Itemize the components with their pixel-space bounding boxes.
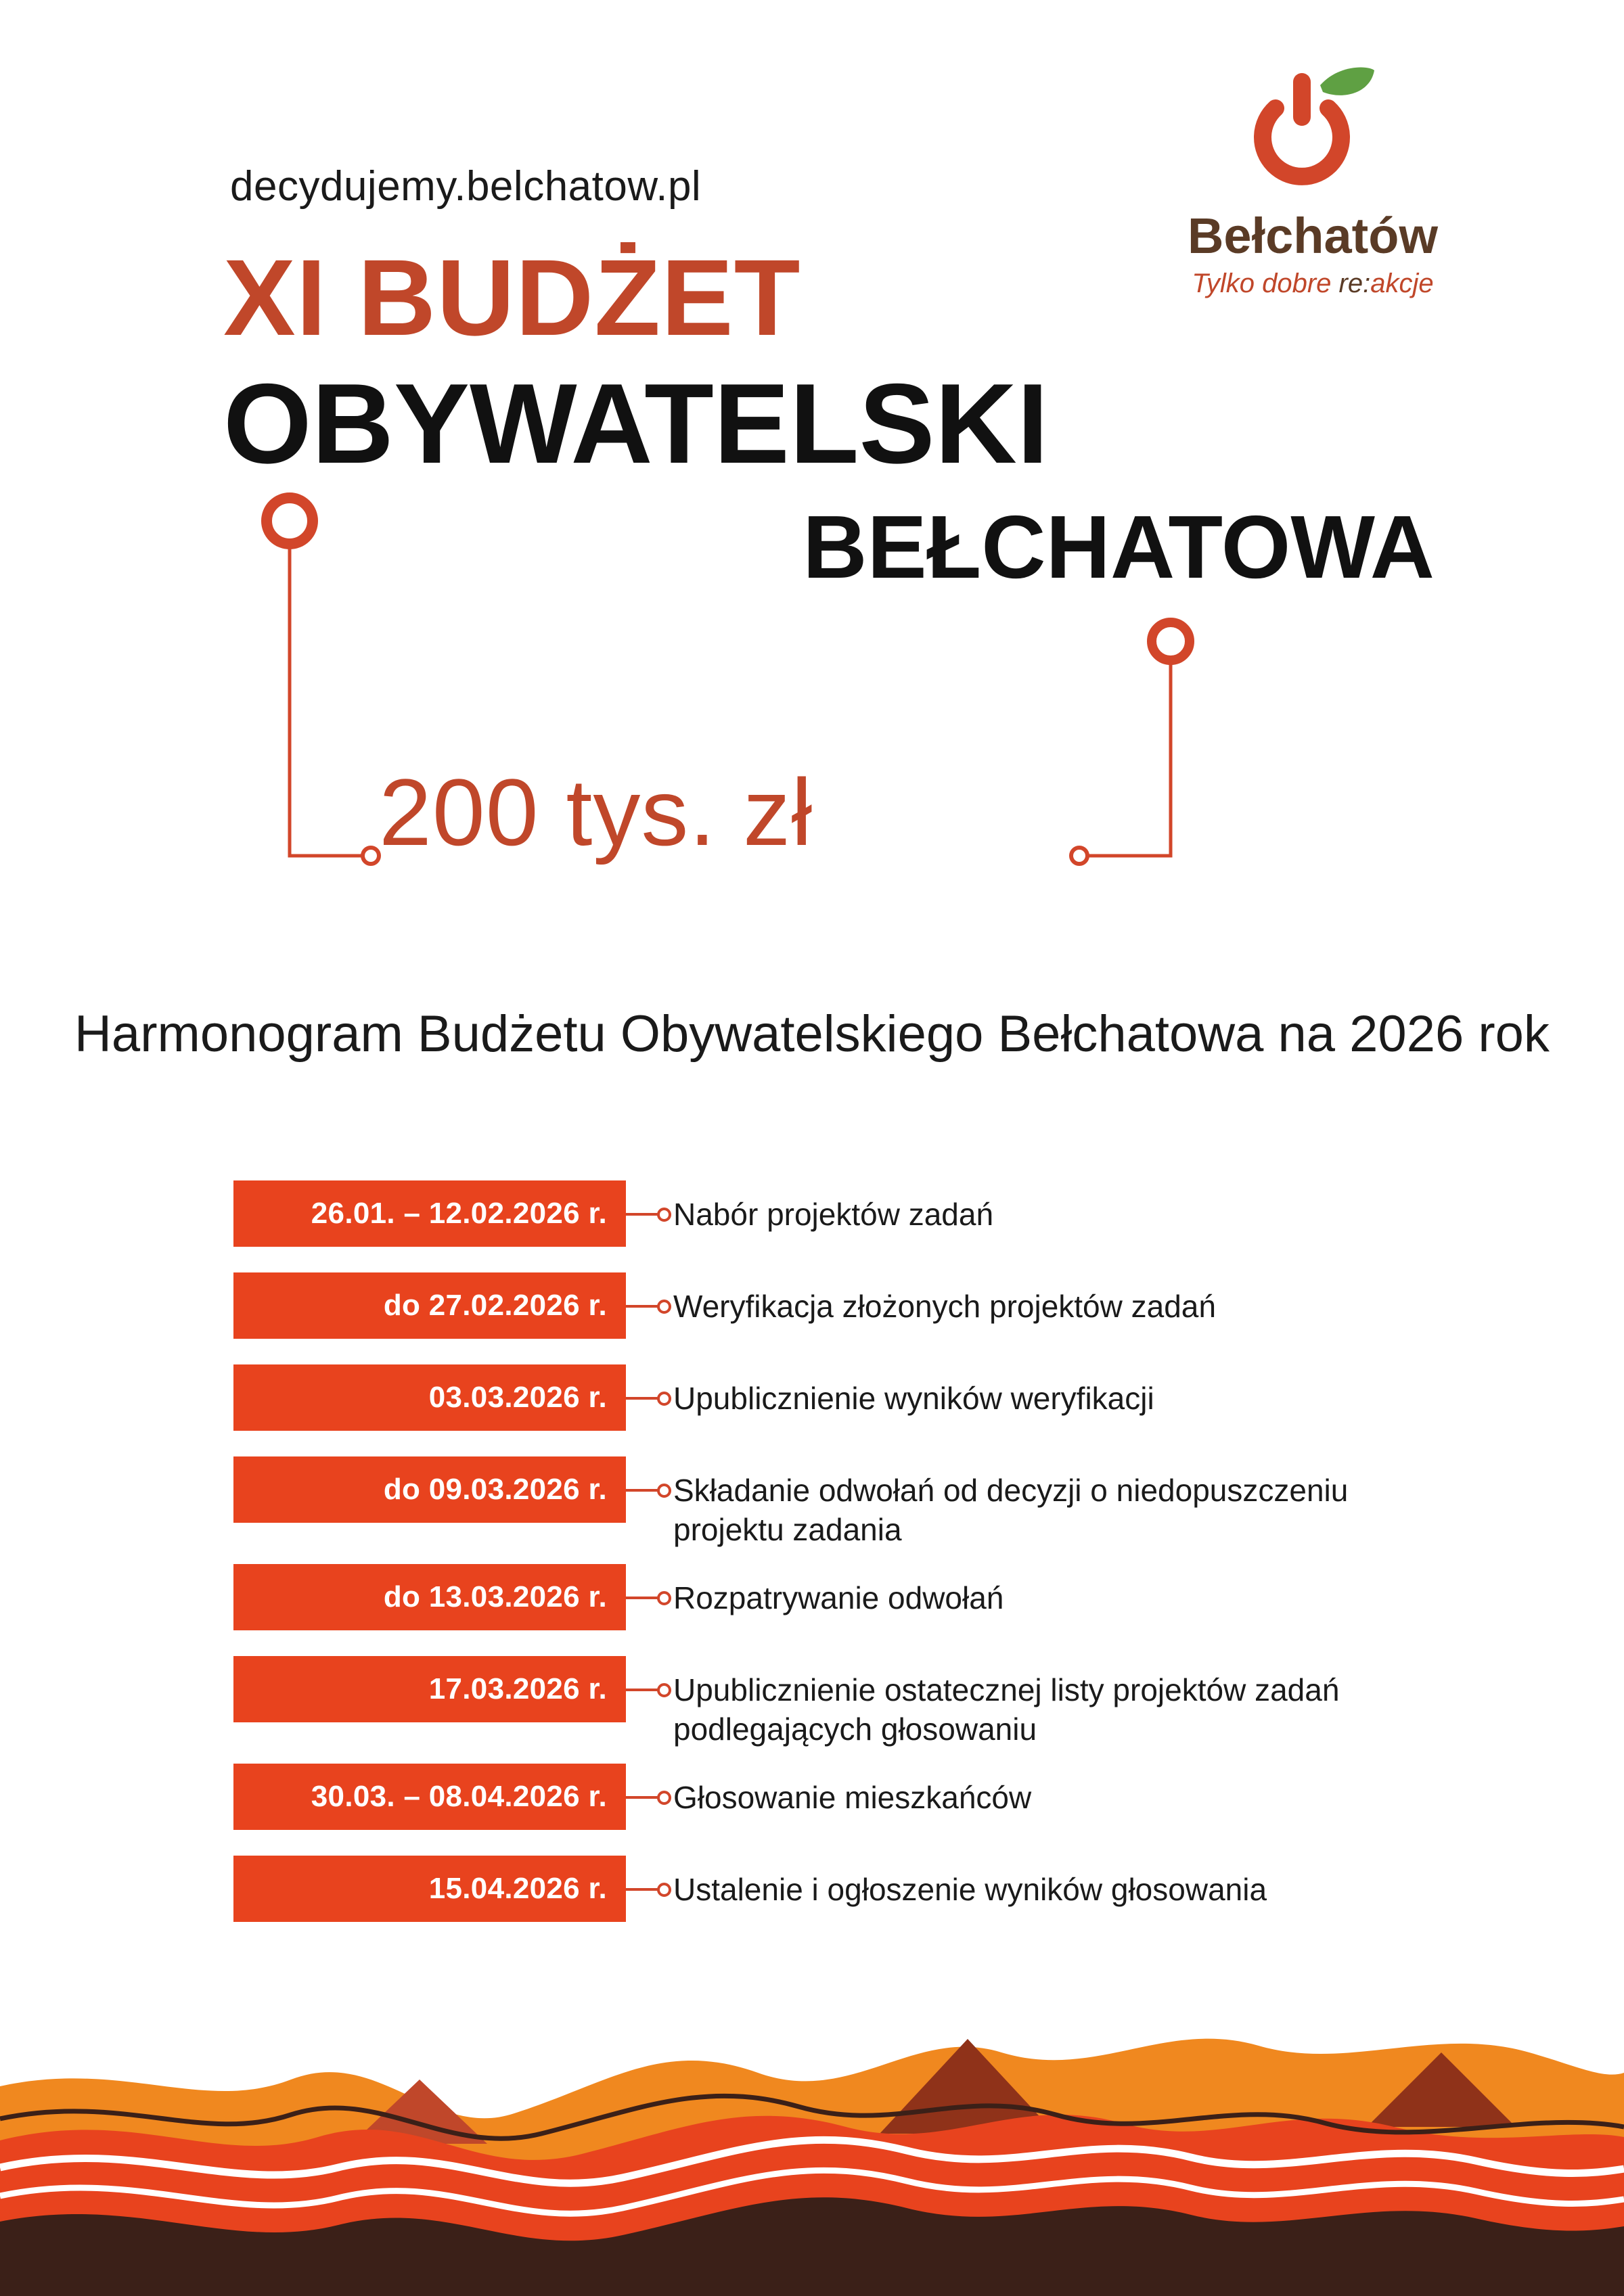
table-row (233, 1272, 1451, 1339)
power-apple-icon (1235, 61, 1391, 203)
title-line-2: OBYWATELSKI (223, 360, 1049, 487)
connector-dot-icon (626, 1764, 673, 1830)
connector-dot-icon (626, 1364, 673, 1431)
bottom-decoration-artwork (0, 1998, 1624, 2296)
logo-tagline-part2: akcje (1370, 269, 1434, 298)
schedule-date-badge: 17.03.2026 r. (233, 1656, 626, 1722)
schedule-timeline (233, 1180, 1451, 1948)
connector-dot-icon (626, 1656, 673, 1722)
table-row (233, 1764, 1451, 1830)
connector-dot-icon (626, 1180, 673, 1247)
schedule-description: Upublicznienie wyników weryfikacji (673, 1381, 1154, 1416)
schedule-description: Ustalenie i ogłoszenie wyników głosowania (673, 1872, 1267, 1907)
schedule-date-badge: do 27.02.2026 r. (233, 1272, 626, 1339)
table-row (233, 1364, 1451, 1431)
schedule-description: Głosowanie mieszkańców (673, 1780, 1032, 1815)
website-url: decydujemy.belchatow.pl (230, 163, 702, 210)
table-row (233, 1456, 1451, 1549)
logo-city-name: Bełchatów (1187, 208, 1439, 264)
logo-tagline-part1: Tylko dobre (1192, 269, 1339, 298)
table-row (233, 1564, 1451, 1630)
schedule-date-badge: 26.01. – 12.02.2026 r. (233, 1180, 626, 1247)
schedule-date-badge: do 09.03.2026 r. (233, 1456, 626, 1523)
schedule-heading: Harmonogram Budżetu Obywatelskiego Bełchatowa na 2026 rok (74, 1005, 1550, 1063)
schedule-date-badge: 03.03.2026 r. (233, 1364, 626, 1431)
schedule-date-badge: 30.03. – 08.04.2026 r. (233, 1764, 626, 1830)
schedule-date-badge: 15.04.2026 r. (233, 1856, 626, 1922)
schedule-description: Upublicznienie ostatecznej listy projektów zadań podlegających głosowaniu (673, 1672, 1340, 1747)
schedule-description: Rozpatrywanie odwołań (673, 1580, 1004, 1615)
title-line-3: BEŁCHATOWA (803, 497, 1435, 597)
schedule-description: Weryfikacja złożonych projektów zadań (673, 1289, 1216, 1324)
schedule-description: Nabór projektów zadań (673, 1197, 994, 1232)
connector-dot-icon (626, 1456, 673, 1523)
connector-dot-icon (626, 1564, 673, 1630)
schedule-date-badge: do 13.03.2026 r. (233, 1564, 626, 1630)
table-row (233, 1656, 1451, 1749)
budget-amount: 200 tys. zł (379, 759, 813, 865)
connector-dot-icon (626, 1856, 673, 1922)
table-row (233, 1180, 1451, 1247)
logo-tagline-re: re: (1338, 269, 1371, 298)
connector-dot-icon (626, 1272, 673, 1339)
schedule-description: Składanie odwołań od decyzji o niedopuszczeniu projektu zadania (673, 1473, 1349, 1547)
table-row (233, 1856, 1451, 1922)
title-line-1: XI BUDŻET (223, 237, 801, 358)
